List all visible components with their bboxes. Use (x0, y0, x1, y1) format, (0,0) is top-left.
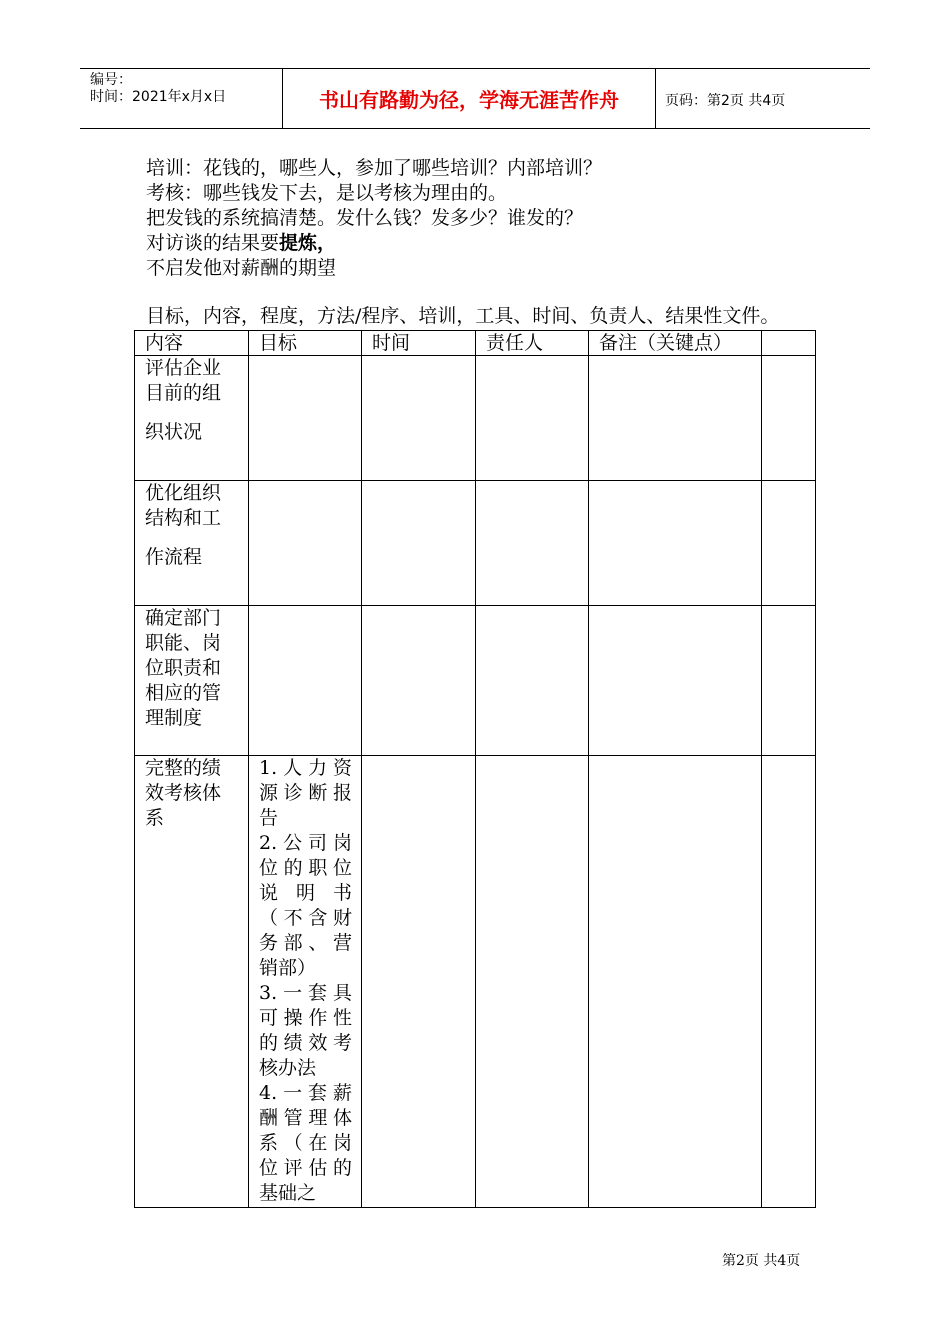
note-line-training: 培训：花钱的，哪些人，参加了哪些培训？内部培训？ (146, 157, 603, 179)
footer-page-label: 第2页 共4页 (722, 1253, 801, 1269)
header-motto: 书山有路勤为径，学海无涯苦作舟 (319, 87, 619, 112)
goal-item-3: 3.一套具可操作性的绩效考核办法 (259, 982, 352, 1079)
refine-prefix: 对访谈的结果要 (146, 232, 280, 254)
goal-item-4: 4.一套薪酬管理体系（在岗位评估的基础之 (259, 1082, 352, 1204)
header-cell-extra (762, 331, 816, 356)
header-page-label: 页码：第2页 共4页 (665, 93, 786, 109)
note-line-assessment: 考核：哪些钱发下去，是以考核为理由的。 (146, 182, 508, 204)
header-cell-goal: 目标 (249, 331, 362, 356)
note-line-refine (146, 231, 336, 256)
plan-table (134, 330, 816, 1208)
row-goal-cell (249, 756, 362, 1208)
table-row (135, 606, 816, 756)
note-line-elements: 目标，内容，程度，方法/程序、培训，工具、时间、负责人、结果性文件。 (146, 305, 780, 327)
header-divider-right (655, 68, 656, 128)
header-cell-content: 内容 (135, 331, 249, 356)
table-row (135, 756, 816, 1208)
row-content-cell: 优化组织 结构和工 作流程 (135, 481, 249, 606)
row-content-cell: 评估企业 目前的组 织状况 (135, 356, 249, 481)
note-line-payment-system: 把发钱的系统搞清楚。发什么钱？发多少？谁发的？ (146, 207, 584, 229)
time-label: 时间：2021年x月x日 (90, 89, 227, 105)
header-cell-owner: 责任人 (476, 331, 589, 356)
goal-item-2: 2.公司岗位的职位说明书（不含财务部、营销部） (259, 832, 352, 979)
refine-bold: 提炼， (279, 232, 337, 254)
header-cell-remarks: 备注（关键点） (589, 331, 762, 356)
goal-item-1: 1.人力资源诊断报告 (259, 757, 352, 829)
row-content-cell: 确定部门 职能、岗 位职责和 相应的管 理制度 (135, 606, 249, 756)
header-meta (90, 72, 226, 106)
table-row (135, 481, 816, 606)
serial-label: 编号： (90, 72, 132, 88)
row-content-cell: 完整的绩 效考核体 系 (135, 756, 249, 1208)
note-line-expectation: 不启发他对薪酬的期望 (146, 257, 337, 279)
table-row (135, 356, 816, 481)
table-header-row (135, 331, 816, 356)
header-bottom-rule (80, 128, 870, 129)
header-cell-time: 时间 (362, 331, 476, 356)
